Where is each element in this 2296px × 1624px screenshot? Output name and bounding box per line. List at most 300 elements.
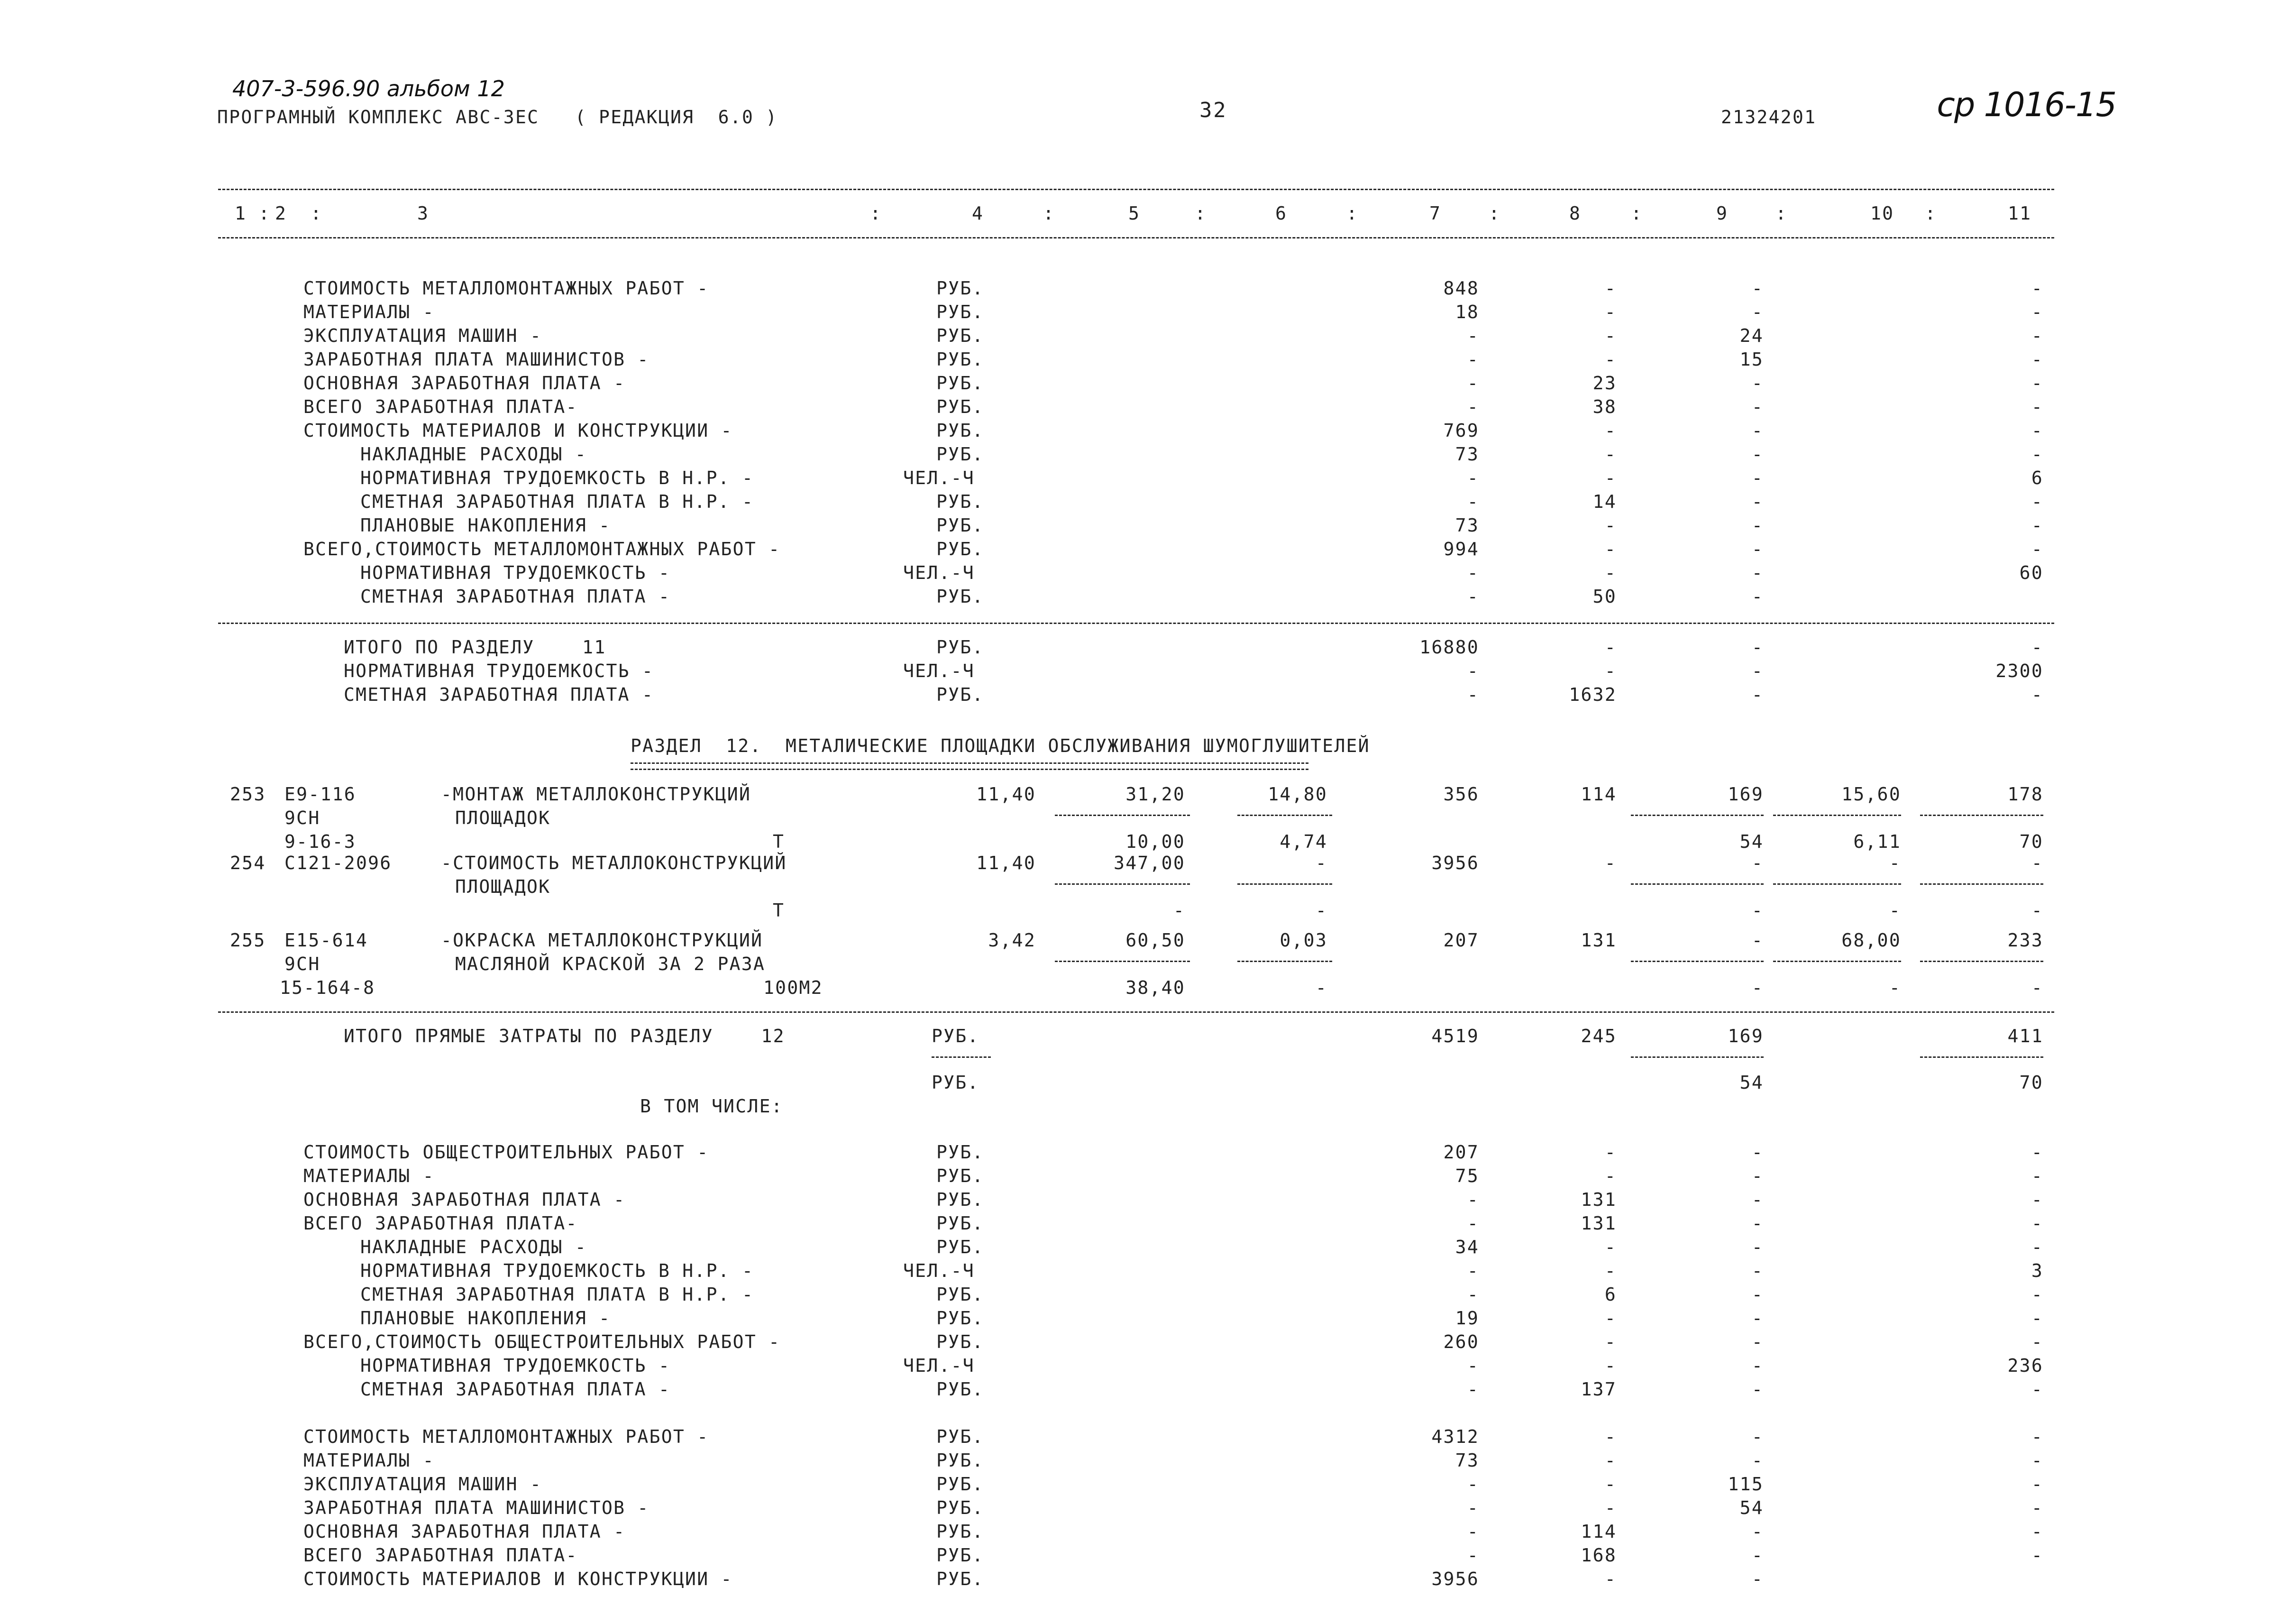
- summary-row-unit: РУБ.: [936, 373, 984, 394]
- summary-row-label: ОСНОВНАЯ ЗАРАБОТНАЯ ПЛАТА -: [303, 373, 626, 394]
- summary-row-col7-value: -: [1467, 562, 1479, 583]
- summary-row-3-label: ОСНОВНАЯ ЗАРАБОТНАЯ ПЛАТА -: [303, 1521, 626, 1542]
- handwritten-code: ср 1016-15: [1937, 85, 2116, 124]
- item-name-cont: ПЛОЩАДОК: [455, 807, 551, 828]
- summary-row-2-col7-value: -: [1467, 1284, 1479, 1305]
- summary-row-unit: ЧЕЛ.-Ч: [903, 562, 975, 583]
- item-sub-col5: -: [1173, 900, 1185, 921]
- summary-row-3-col8-value: 114: [1581, 1521, 1617, 1542]
- summary-row-col9-value: -: [1751, 562, 1764, 583]
- summary-row-2-col8-value: -: [1604, 1308, 1617, 1329]
- summary-row-col7-value: 994: [1443, 539, 1479, 560]
- summary-row-col9-value: 15: [1739, 349, 1764, 370]
- item-subrule: [1055, 883, 1190, 885]
- direct-total-col11: 411: [2007, 1026, 2043, 1046]
- summary-row-2-col8-value: 137: [1581, 1379, 1617, 1400]
- section-total-col8: -: [1604, 637, 1617, 658]
- item-code: Е15-614: [284, 930, 368, 951]
- item-code-3: 15-164-8: [280, 977, 375, 998]
- summary-row-col8-value: -: [1604, 278, 1617, 299]
- section-total-label: НОРМАТИВНАЯ ТРУДОЕМКОСТЬ -: [344, 661, 654, 681]
- summary-row-unit: РУБ.: [936, 325, 984, 346]
- summary-row-2-col11-value: -: [2031, 1331, 2043, 1352]
- direct-total-col9-b: 54: [1739, 1072, 1764, 1093]
- summary-row-col11-value: -: [2031, 420, 2043, 441]
- item-subrule: [1773, 883, 1901, 885]
- item-col11: -: [2031, 853, 2043, 873]
- summary-row-unit: РУБ.: [936, 586, 984, 607]
- item-code: С121-2096: [284, 853, 392, 873]
- summary-row-2-col8-value: -: [1604, 1260, 1617, 1281]
- summary-row-col9-value: -: [1751, 396, 1764, 417]
- summary-row-2-col11-value: -: [2031, 1213, 2043, 1234]
- summary-row-col7-value: -: [1467, 325, 1479, 346]
- section-total-unit: РУБ.: [936, 684, 984, 705]
- summary-row-2-unit: РУБ.: [936, 1142, 984, 1163]
- summary-row-3-col8-value: -: [1604, 1569, 1617, 1589]
- item-unit: 100М2: [763, 977, 823, 998]
- summary-row-col11-value: -: [2031, 349, 2043, 370]
- summary-row-2-label: СМЕТНАЯ ЗАРАБОТНАЯ ПЛАТА В Н.Р. -: [360, 1284, 754, 1305]
- summary-row-2-col9-value: -: [1751, 1142, 1764, 1163]
- summary-row-col7-value: 769: [1443, 420, 1479, 441]
- summary-row-col7-value: 73: [1455, 444, 1479, 465]
- summary-row-col8-value: -: [1604, 349, 1617, 370]
- column-number: 2: [275, 203, 287, 224]
- summary-row-label: МАТЕРИАЛЫ -: [303, 302, 435, 322]
- summary-row-2-col9-value: -: [1751, 1331, 1764, 1352]
- summary-row-2-col7-value: -: [1467, 1213, 1479, 1234]
- column-number: 8: [1569, 203, 1582, 224]
- item-col11: 178: [2007, 784, 2043, 805]
- direct-total-unit-2: РУБ.: [932, 1072, 979, 1093]
- summary-row-unit: РУБ.: [936, 444, 984, 465]
- summary-row-2-col7-value: 75: [1455, 1165, 1479, 1186]
- item-name: -МОНТАЖ МЕТАЛЛОКОНСТРУКЦИЙ: [441, 784, 751, 805]
- summary-row-col9-value: -: [1751, 491, 1764, 512]
- summary-row-2-unit: РУБ.: [936, 1189, 984, 1210]
- item-col6: 0,03: [1280, 930, 1327, 951]
- section-total-col11: -: [2031, 684, 2043, 705]
- summary-row-2-col9-value: -: [1751, 1237, 1764, 1257]
- item-col11: 233: [2007, 930, 2043, 951]
- summary-row-unit: РУБ.: [936, 420, 984, 441]
- column-number: 11: [2008, 203, 2032, 224]
- program-title: ПРОГРАМНЫЙ КОМПЛЕКС АВС-3ЕС ( РЕДАКЦИЯ 6.0 ): [217, 107, 778, 128]
- direct-total-col9: 169: [1728, 1026, 1764, 1046]
- item-name-cont: ПЛОЩАДОК: [455, 876, 551, 897]
- summary-row-2-label: НОРМАТИВНАЯ ТРУДОЕМКОСТЬ В Н.Р. -: [360, 1260, 754, 1281]
- item-sub-col11: -: [2031, 900, 2043, 921]
- item-subrule: [1920, 961, 2043, 962]
- summary-row-2-col11-value: -: [2031, 1237, 2043, 1257]
- summary-row-col8-value: -: [1604, 468, 1617, 488]
- summary-row-2-col11-value: -: [2031, 1379, 2043, 1400]
- summary-row-2-unit: РУБ.: [936, 1237, 984, 1257]
- summary-row-3-col9-value: 54: [1739, 1497, 1764, 1518]
- header-rule-top: [218, 189, 2054, 190]
- column-number: 6: [1275, 203, 1288, 224]
- section-total-col8: -: [1604, 661, 1617, 681]
- column-number: 5: [1128, 203, 1141, 224]
- summary-row-col8-value: -: [1604, 302, 1617, 322]
- item-col5: 31,20: [1125, 784, 1185, 805]
- summary-row-2-label: СМЕТНАЯ ЗАРАБОТНАЯ ПЛАТА -: [360, 1379, 671, 1400]
- item-col8: 131: [1581, 930, 1617, 951]
- section-12-title: РАЗДЕЛ 12. МЕТАЛИЧЕСКИЕ ПЛОЩАДКИ ОБСЛУЖИВАНИЯ ШУМОГЛУШИТЕЛЕЙ: [631, 735, 1370, 756]
- item-subrule: [1055, 815, 1190, 816]
- summary-row-3-unit: РУБ.: [936, 1569, 984, 1589]
- summary-row-2-col8-value: 131: [1581, 1213, 1617, 1234]
- summary-row-col7-value: -: [1467, 491, 1479, 512]
- summary-row-3-col11-value: -: [2031, 1450, 2043, 1471]
- summary-row-2-unit: РУБ.: [936, 1331, 984, 1352]
- summary-row-2-unit: РУБ.: [936, 1213, 984, 1234]
- column-separator: :: [1346, 203, 1359, 224]
- including-heading: В ТОМ ЧИСЛЕ:: [640, 1096, 783, 1117]
- header-rule-bottom: [218, 237, 2054, 239]
- summary-row-label: СТОИМОСТЬ МАТЕРИАЛОВ И КОНСТРУКЦИИ -: [303, 420, 733, 441]
- item-col9: -: [1751, 853, 1764, 873]
- summary-row-col11-value: -: [2031, 278, 2043, 299]
- column-number: 1 :: [235, 203, 271, 224]
- summary-row-col7-value: -: [1467, 396, 1479, 417]
- summary-row-unit: РУБ.: [936, 349, 984, 370]
- summary-row-col8-value: 23: [1592, 373, 1617, 394]
- summary-row-unit: РУБ.: [936, 491, 984, 512]
- summary-row-col8-value: -: [1604, 444, 1617, 465]
- column-separator: :: [870, 203, 882, 224]
- item-sub-col5: 38,40: [1125, 977, 1185, 998]
- direct-total-subrule: [1920, 1056, 2043, 1058]
- item-col5: 347,00: [1114, 853, 1185, 873]
- item-unit: Т: [773, 900, 785, 921]
- items-rule: [218, 1011, 2054, 1013]
- item-code: Е9-116: [284, 784, 356, 805]
- summary-row-2-col9-value: -: [1751, 1260, 1764, 1281]
- summary-row-2-label: ПЛАНОВЫЕ НАКОПЛЕНИЯ -: [360, 1308, 611, 1329]
- direct-total-subrule: [1631, 1056, 1764, 1058]
- summary-row-3-col8-value: -: [1604, 1474, 1617, 1495]
- summary-row-2-col7-value: 260: [1443, 1331, 1479, 1352]
- summary-row-col8-value: 50: [1592, 586, 1617, 607]
- summary-row-unit: РУБ.: [936, 278, 984, 299]
- summary-row-2-unit: РУБ.: [936, 1284, 984, 1305]
- document-code: 21324201: [1721, 107, 1817, 128]
- column-number: 7: [1429, 203, 1442, 224]
- summary-row-2-unit: ЧЕЛ.-Ч: [903, 1355, 975, 1376]
- section-total-col9: -: [1751, 637, 1764, 658]
- summary-row-2-label: НОРМАТИВНАЯ ТРУДОЕМКОСТЬ -: [360, 1355, 671, 1376]
- summary-row-col8-value: 14: [1592, 491, 1617, 512]
- summary-row-label: НОРМАТИВНАЯ ТРУДОЕМКОСТЬ В Н.Р. -: [360, 468, 754, 488]
- summary-row-3-col11-value: -: [2031, 1545, 2043, 1566]
- summary-row-2-col11-value: -: [2031, 1165, 2043, 1186]
- section-total-unit: РУБ.: [936, 637, 984, 658]
- summary-row-col9-value: 24: [1739, 325, 1764, 346]
- column-separator: :: [1631, 203, 1643, 224]
- summary-row-label: НОРМАТИВНАЯ ТРУДОЕМКОСТЬ -: [360, 562, 671, 583]
- summary-row-3-col7-value: -: [1467, 1497, 1479, 1518]
- summary-row-label: СМЕТНАЯ ЗАРАБОТНАЯ ПЛАТА -: [360, 586, 671, 607]
- item-subrule: [1631, 961, 1764, 962]
- summary-row-unit: ЧЕЛ.-Ч: [903, 468, 975, 488]
- summary-row-3-col9-value: -: [1751, 1521, 1764, 1542]
- summary-row-label: ВСЕГО,СТОИМОСТЬ МЕТАЛЛОМОНТАЖНЫХ РАБОТ -: [303, 539, 781, 560]
- summary-row-2-col7-value: -: [1467, 1379, 1479, 1400]
- item-col9: -: [1751, 930, 1764, 951]
- summary-row-3-col9-value: -: [1751, 1569, 1764, 1589]
- summary-row-col11-value: 60: [2019, 562, 2043, 583]
- item-number: 254: [230, 853, 266, 873]
- summary-row-col7-value: -: [1467, 349, 1479, 370]
- summary-row-col11-value: -: [2031, 539, 2043, 560]
- item-unit: Т: [773, 831, 785, 852]
- summary-row-col7-value: 848: [1443, 278, 1479, 299]
- section-total-unit: ЧЕЛ.-Ч: [903, 661, 975, 681]
- summary-row-3-col7-value: 3956: [1431, 1569, 1479, 1589]
- summary-row-col11-value: -: [2031, 491, 2043, 512]
- section-total-col11: 2300: [1995, 661, 2043, 681]
- item-subrule: [1920, 815, 2043, 816]
- direct-total-label: ИТОГО ПРЯМЫЕ ЗАТРАТЫ ПО РАЗДЕЛУ 12: [344, 1026, 785, 1046]
- summary-row-3-col9-value: -: [1751, 1545, 1764, 1566]
- column-separator: :: [1775, 203, 1788, 224]
- summary-row-2-col8-value: -: [1604, 1165, 1617, 1186]
- summary-row-2-col9-value: -: [1751, 1284, 1764, 1305]
- section-total-col7: 16880: [1419, 637, 1479, 658]
- section-total-label: СМЕТНАЯ ЗАРАБОТНАЯ ПЛАТА -: [344, 684, 654, 705]
- item-name: -СТОИМОСТЬ МЕТАЛЛОКОНСТРУКЦИЙ: [441, 853, 787, 873]
- item-sub-col6: -: [1315, 900, 1327, 921]
- item-col10: 68,00: [1841, 930, 1901, 951]
- item-sub-col9: -: [1751, 900, 1764, 921]
- summary-row-col9-value: -: [1751, 302, 1764, 322]
- summary-row-2-col8-value: 131: [1581, 1189, 1617, 1210]
- summary-row-label: ЭКСПЛУАТАЦИЯ МАШИН -: [303, 325, 542, 346]
- album-reference: 407-3-596.90 альбом 12: [232, 76, 505, 101]
- summary-row-3-label: ВСЕГО ЗАРАБОТНАЯ ПЛАТА-: [303, 1545, 578, 1566]
- summary-row-col8-value: -: [1604, 515, 1617, 536]
- item-col8: -: [1604, 853, 1617, 873]
- summary-row-3-col7-value: -: [1467, 1521, 1479, 1542]
- summary-row-2-col7-value: 207: [1443, 1142, 1479, 1163]
- summary-row-col9-value: -: [1751, 444, 1764, 465]
- summary-row-col7-value: 18: [1455, 302, 1479, 322]
- section-total-col11: -: [2031, 637, 2043, 658]
- section-total-col9: -: [1751, 661, 1764, 681]
- item-subrule: [1237, 961, 1332, 962]
- summary-row-col7-value: -: [1467, 373, 1479, 394]
- summary-row-2-col11-value: 236: [2007, 1355, 2043, 1376]
- summary-row-3-col11-value: -: [2031, 1521, 2043, 1542]
- section-total-col9: -: [1751, 684, 1764, 705]
- summary-row-3-col8-value: 168: [1581, 1545, 1617, 1566]
- section-total-label: ИТОГО ПО РАЗДЕЛУ 11: [344, 637, 606, 658]
- summary-row-3-col11-value: -: [2031, 1474, 2043, 1495]
- summary-row-2-col8-value: -: [1604, 1237, 1617, 1257]
- item-col7: 356: [1443, 784, 1479, 805]
- summary-row-2-col11-value: -: [2031, 1189, 2043, 1210]
- summary-row-col11-value: -: [2031, 444, 2043, 465]
- item-sub-col10: -: [1889, 977, 1901, 998]
- item-col9: 169: [1728, 784, 1764, 805]
- column-number: 9: [1716, 203, 1729, 224]
- item-col8: 114: [1581, 784, 1617, 805]
- item-col6: 14,80: [1268, 784, 1327, 805]
- column-number: 4: [972, 203, 984, 224]
- item-subrule: [1055, 961, 1190, 962]
- section-rule: [218, 623, 2054, 624]
- column-separator: :: [1925, 203, 1937, 224]
- item-name: -ОКРАСКА МЕТАЛЛОКОНСТРУКЦИЙ: [441, 930, 763, 951]
- item-sub-col6: -: [1315, 977, 1327, 998]
- summary-row-col8-value: -: [1604, 562, 1617, 583]
- summary-row-3-col11-value: -: [2031, 1497, 2043, 1518]
- summary-row-3-label: СТОИМОСТЬ МЕТАЛЛОМОНТАЖНЫХ РАБОТ -: [303, 1426, 709, 1447]
- summary-row-3-unit: РУБ.: [936, 1545, 984, 1566]
- item-col5: 60,50: [1125, 930, 1185, 951]
- direct-total-col11-b: 70: [2019, 1072, 2043, 1093]
- summary-row-2-col8-value: -: [1604, 1142, 1617, 1163]
- item-sub-col11: -: [2031, 977, 2043, 998]
- summary-row-col8-value: -: [1604, 539, 1617, 560]
- item-sub-col10: -: [1889, 900, 1901, 921]
- summary-row-2-unit: ЧЕЛ.-Ч: [903, 1260, 975, 1281]
- summary-row-col11-value: 6: [2031, 468, 2043, 488]
- item-subrule: [1773, 815, 1901, 816]
- item-name-cont: МАСЛЯНОЙ КРАСКОЙ ЗА 2 РАЗА: [455, 954, 766, 974]
- summary-row-col11-value: -: [2031, 515, 2043, 536]
- summary-row-col7-value: -: [1467, 586, 1479, 607]
- summary-row-2-col7-value: 19: [1455, 1308, 1479, 1329]
- summary-row-2-col9-value: -: [1751, 1355, 1764, 1376]
- summary-row-col8-value: -: [1604, 325, 1617, 346]
- item-number: 253: [230, 784, 266, 805]
- summary-row-2-col11-value: 3: [2031, 1260, 2043, 1281]
- summary-row-col11-value: -: [2031, 325, 2043, 346]
- summary-row-3-unit: РУБ.: [936, 1521, 984, 1542]
- direct-total-unit: РУБ.: [932, 1026, 979, 1046]
- item-col10: 15,60: [1841, 784, 1901, 805]
- summary-row-2-col7-value: -: [1467, 1355, 1479, 1376]
- column-number: 3: [417, 203, 430, 224]
- summary-row-3-label: СТОИМОСТЬ МАТЕРИАЛОВ И КОНСТРУКЦИИ -: [303, 1569, 733, 1589]
- summary-row-col8-value: 38: [1592, 396, 1617, 417]
- summary-row-2-unit: РУБ.: [936, 1308, 984, 1329]
- summary-row-unit: РУБ.: [936, 515, 984, 536]
- section-title-underline: [631, 762, 1308, 770]
- item-col7: 3956: [1431, 853, 1479, 873]
- summary-row-col11-value: -: [2031, 373, 2043, 394]
- summary-row-3-col8-value: -: [1604, 1497, 1617, 1518]
- summary-row-col9-value: -: [1751, 278, 1764, 299]
- summary-row-3-unit: РУБ.: [936, 1497, 984, 1518]
- summary-row-2-label: МАТЕРИАЛЫ -: [303, 1165, 435, 1186]
- summary-row-2-col9-value: -: [1751, 1213, 1764, 1234]
- summary-row-3-col8-value: -: [1604, 1426, 1617, 1447]
- item-sub-col9: -: [1751, 977, 1764, 998]
- summary-row-col8-value: -: [1604, 420, 1617, 441]
- summary-row-label: НАКЛАДНЫЕ РАСХОДЫ -: [360, 444, 587, 465]
- section-total-col8: 1632: [1569, 684, 1617, 705]
- column-separator: :: [1489, 203, 1501, 224]
- summary-row-col9-value: -: [1751, 420, 1764, 441]
- summary-row-3-col8-value: -: [1604, 1450, 1617, 1471]
- summary-row-col9-value: -: [1751, 515, 1764, 536]
- item-sub-col11: 70: [2019, 831, 2043, 852]
- item-subrule: [1237, 883, 1332, 885]
- direct-total-col8: 245: [1581, 1026, 1617, 1046]
- summary-row-unit: РУБ.: [936, 302, 984, 322]
- summary-row-col7-value: -: [1467, 468, 1479, 488]
- item-quantity: 11,40: [976, 784, 1036, 805]
- summary-row-col7-value: 73: [1455, 515, 1479, 536]
- summary-row-2-label: ВСЕГО,СТОИМОСТЬ ОБЩЕСТРОИТЕЛЬНЫХ РАБОТ -: [303, 1331, 781, 1352]
- column-separator: :: [311, 203, 323, 224]
- summary-row-3-col7-value: 73: [1455, 1450, 1479, 1471]
- summary-row-col9-value: -: [1751, 539, 1764, 560]
- summary-row-col9-value: -: [1751, 373, 1764, 394]
- item-quantity: 3,42: [988, 930, 1036, 951]
- summary-row-2-label: ОСНОВНАЯ ЗАРАБОТНАЯ ПЛАТА -: [303, 1189, 626, 1210]
- summary-row-2-col8-value: 6: [1604, 1284, 1617, 1305]
- summary-row-2-col11-value: -: [2031, 1142, 2043, 1163]
- item-subrule: [1920, 883, 2043, 885]
- summary-row-2-col9-value: -: [1751, 1379, 1764, 1400]
- item-subrule: [1631, 815, 1764, 816]
- item-quantity: 11,40: [976, 853, 1036, 873]
- summary-row-3-unit: РУБ.: [936, 1450, 984, 1471]
- summary-row-col11-value: -: [2031, 396, 2043, 417]
- item-col10: -: [1889, 853, 1901, 873]
- summary-row-col11-value: -: [2031, 302, 2043, 322]
- item-code-2: 9СН: [284, 954, 320, 974]
- section-total-col7: -: [1467, 684, 1479, 705]
- summary-row-label: СТОИМОСТЬ МЕТАЛЛОМОНТАЖНЫХ РАБОТ -: [303, 278, 709, 299]
- column-separator: :: [1043, 203, 1055, 224]
- item-code-3: 9-16-3: [284, 831, 356, 852]
- item-number: 255: [230, 930, 266, 951]
- summary-row-label: ЗАРАБОТНАЯ ПЛАТА МАШИНИСТОВ -: [303, 349, 649, 370]
- summary-row-2-unit: РУБ.: [936, 1165, 984, 1186]
- summary-row-2-col7-value: -: [1467, 1260, 1479, 1281]
- summary-row-2-label: ВСЕГО ЗАРАБОТНАЯ ПЛАТА-: [303, 1213, 578, 1234]
- summary-row-3-col7-value: -: [1467, 1474, 1479, 1495]
- item-col7: 207: [1443, 930, 1479, 951]
- item-subrule: [1631, 883, 1764, 885]
- summary-row-3-col7-value: -: [1467, 1545, 1479, 1566]
- summary-row-3-unit: РУБ.: [936, 1426, 984, 1447]
- summary-row-2-col9-value: -: [1751, 1165, 1764, 1186]
- summary-row-2-label: СТОИМОСТЬ ОБЩЕСТРОИТЕЛЬНЫХ РАБОТ -: [303, 1142, 709, 1163]
- summary-row-2-col9-value: -: [1751, 1189, 1764, 1210]
- summary-row-3-col11-value: -: [2031, 1426, 2043, 1447]
- section-total-col7: -: [1467, 661, 1479, 681]
- summary-row-3-unit: РУБ.: [936, 1474, 984, 1495]
- item-sub-col9: 54: [1739, 831, 1764, 852]
- summary-row-2-unit: РУБ.: [936, 1379, 984, 1400]
- summary-row-3-col9-value: -: [1751, 1426, 1764, 1447]
- item-subrule: [1773, 961, 1901, 962]
- item-sub-col10: 6,11: [1853, 831, 1901, 852]
- summary-row-col9-value: -: [1751, 468, 1764, 488]
- summary-row-unit: РУБ.: [936, 539, 984, 560]
- summary-row-3-label: ЗАРАБОТНАЯ ПЛАТА МАШИНИСТОВ -: [303, 1497, 649, 1518]
- column-separator: :: [1195, 203, 1207, 224]
- column-number: 10: [1870, 203, 1894, 224]
- summary-row-2-label: НАКЛАДНЫЕ РАСХОДЫ -: [360, 1237, 587, 1257]
